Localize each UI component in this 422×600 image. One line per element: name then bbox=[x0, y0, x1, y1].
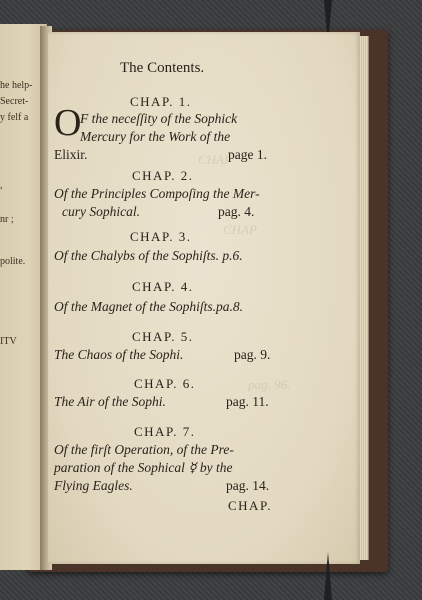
page-title: The Contents. bbox=[120, 60, 205, 76]
left-page-fragment: he help- bbox=[0, 80, 33, 91]
bottom-marker bbox=[324, 552, 332, 600]
chapter-line: paration of the Sophical ☿ by the bbox=[54, 460, 233, 475]
chapter-heading: CHAP. 5. bbox=[132, 329, 194, 344]
chapter-heading: CHAP. 3. bbox=[130, 229, 192, 244]
catchword: CHAP. bbox=[228, 498, 272, 513]
chapter-line: Of the firſt Operation, of the Pre- bbox=[54, 442, 234, 457]
contents-page bbox=[48, 32, 360, 564]
chapter-heading: CHAP. 6. bbox=[134, 376, 196, 391]
bleed-through: pag. 96. bbox=[248, 377, 291, 392]
left-page-fragment: , bbox=[0, 180, 3, 191]
chapter-heading: CHAP. 2. bbox=[132, 168, 194, 183]
left-page-fragment: Secret- bbox=[0, 96, 29, 107]
page-reference: pag. 9. bbox=[234, 347, 271, 362]
bleed-through: CHAP bbox=[223, 222, 257, 237]
chapter-line: Of the Principles Compoſing the Mer- bbox=[54, 186, 260, 201]
chapter-heading: CHAP. 7. bbox=[134, 424, 196, 439]
page-reference: pag. 4. bbox=[218, 204, 255, 219]
chapter-line: Flying Eagles. bbox=[54, 478, 133, 493]
chapter-line: cury Sophical. bbox=[62, 204, 140, 219]
chapter-line: Elixir. bbox=[54, 147, 88, 162]
page-reference: pag. 14. bbox=[226, 478, 270, 493]
left-page-fragment: y felf a bbox=[0, 112, 29, 123]
chapter-heading: CHAP. 1. bbox=[130, 94, 192, 109]
chapter-line: Of the Chalybs of the Sophiſts. p.6. bbox=[54, 248, 243, 263]
chapter-line: The Chaos of the Sophi. bbox=[54, 347, 184, 362]
drop-cap: O bbox=[54, 102, 82, 144]
left-page-fragment: polite. bbox=[0, 256, 26, 267]
chapter-line: F the neceſſity of the Sophick bbox=[80, 111, 238, 126]
chapter-line: Mercury for the Work of the bbox=[80, 129, 231, 144]
bleed-through: CHAP bbox=[198, 152, 232, 167]
left-page-fragment: ITV bbox=[0, 336, 17, 347]
chapter-line: The Air of the Sophi. bbox=[54, 394, 166, 409]
page-reference: pag. 11. bbox=[226, 394, 269, 409]
page-reference: page 1. bbox=[228, 147, 267, 162]
chapter-heading: CHAP. 4. bbox=[132, 279, 194, 294]
left-page-fragment: nr ; bbox=[0, 214, 14, 225]
chapter-line: Of the Magnet of the Sophiſts.pa.8. bbox=[54, 299, 243, 314]
